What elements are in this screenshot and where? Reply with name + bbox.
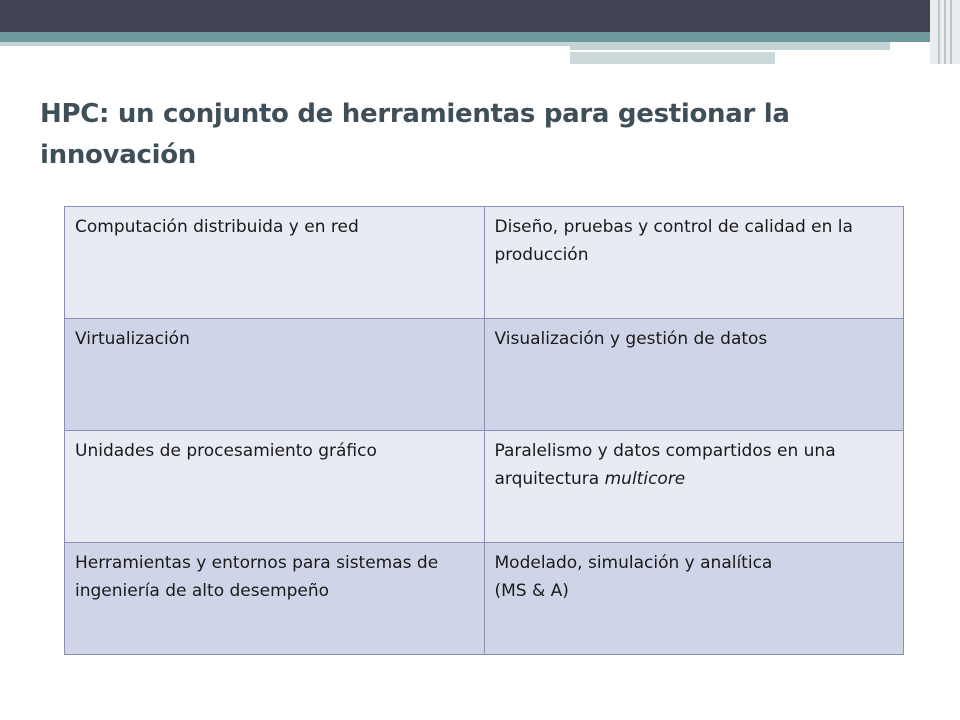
table-row	[65, 543, 904, 655]
table-cell-right	[484, 543, 904, 655]
accent-step-lower	[570, 52, 775, 64]
table-row	[65, 431, 904, 543]
accent-step-upper	[570, 42, 890, 52]
table-cell-left: Unidades de procesamiento gráfico	[65, 431, 485, 543]
table-row	[65, 207, 904, 319]
tools-table	[64, 206, 904, 655]
corner-stripe	[944, 0, 946, 64]
table-row	[65, 319, 904, 431]
cell-text-italic: multicore	[604, 469, 686, 489]
corner-stripe	[950, 0, 952, 64]
table-cell-right	[484, 431, 904, 543]
table-cell-left: Computación distribuida y en red	[65, 207, 485, 319]
table-cell-right: Diseño, pruebas y control de calidad en la producción	[484, 207, 904, 319]
table-cell-left: Herramientas y entornos para sistemas de ingeniería de alto desempeño	[65, 543, 485, 655]
corner-stripes-decoration	[930, 0, 960, 64]
cell-text: Paralelismo y datos compartidos en una arquitectura	[494, 441, 836, 489]
table-cell-left: Virtualización	[65, 319, 485, 431]
table-cell-right: Visualización y gestión de datos	[484, 319, 904, 431]
slide-title: HPC: un conjunto de herramientas para gestionar la innovación	[40, 99, 790, 170]
corner-stripe	[938, 0, 940, 64]
accent-band-underlay	[0, 42, 570, 46]
cell-text-line: Modelado, simulación y analítica	[494, 553, 773, 573]
accent-band	[0, 32, 960, 42]
cell-text-line: (MS & A)	[494, 581, 569, 601]
header-bar	[0, 0, 960, 32]
